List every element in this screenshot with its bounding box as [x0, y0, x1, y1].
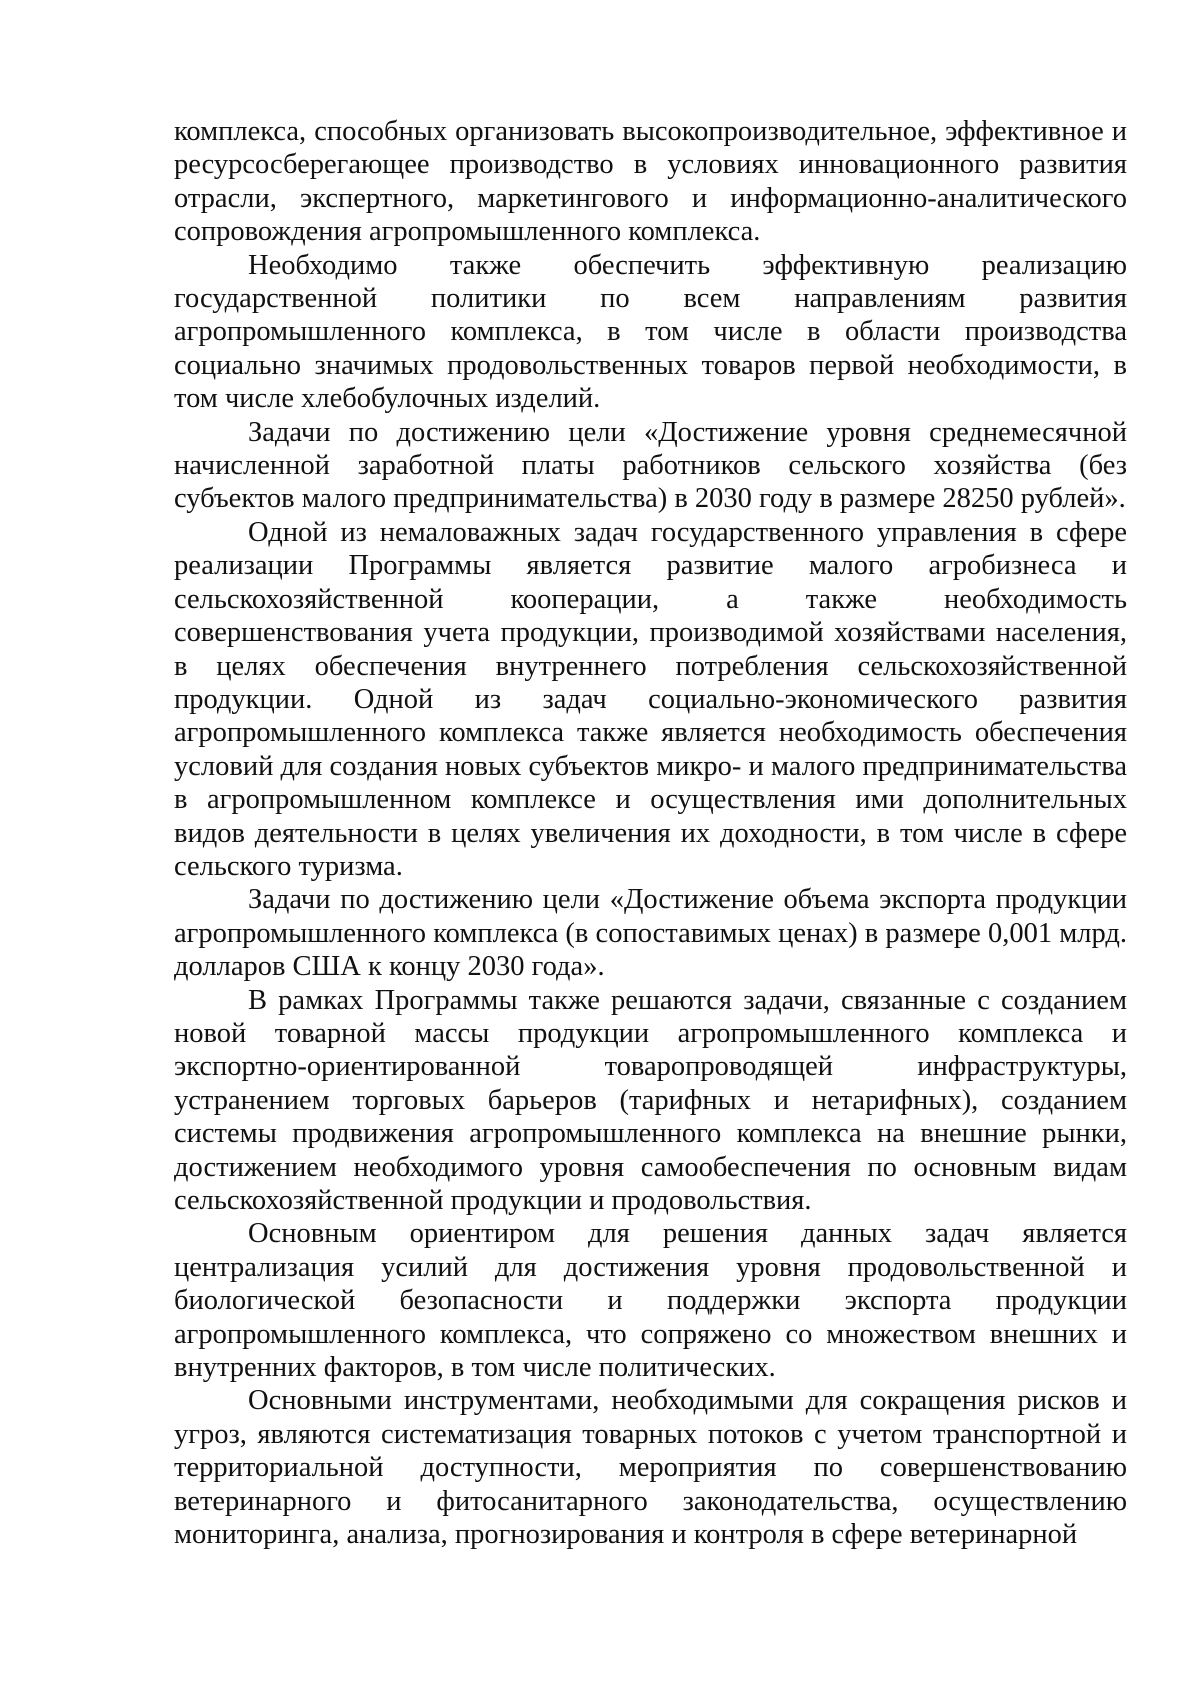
paragraph: Задачи по достижению цели «Достижение объема экспорта продукции агропромышленного комплекса (в сопоставимых ценах) в размере 0,001 млрд. долларов США к концу 2030 года». — [174, 884, 1127, 983]
paragraph: Основными инструментами, необходимыми для сокращения рисков и угроз, являются систематизация товарных потоков с учетом транспортной и территориальной доступности, мероприятия по совершенствованию ветеринарного и фитосанитарного законодательства, осуществлению мониторинга, анализа, прогнозирования и контроля в сфере ветеринарной — [174, 1385, 1127, 1551]
paragraph: Необходимо также обеспечить эффективную реализацию государственной политики по всем направлениям развития агропромышленного комплекса, в том числе в области производства социально значимых продовольственных товаров первой необходимости, в том числе хлебобулочных изделий. — [174, 249, 1127, 415]
paragraph: В рамках Программы также решаются задачи, связанные с созданием новой товарной массы продукции агропромышленного комплекса и экспортно-ориентированной товаропроводящей инфраструктуры, устранением торговых барьеров (тарифных и нетарифных), созданием системы продвижения агропромышленного комплекса на внешние рынки, достижением необходимого уровня самообеспечения по основным видам сельскохозяйственной продукции и продовольствия. — [174, 984, 1127, 1216]
paragraph-continuation: комплекса, способных организовать высокопроизводительное, эффективное и ресурсосберегающее производство в условиях инновационного развития отрасли, экспертного, маркетингового и информационно-аналитического сопровождения агропромышленного комплекса. — [174, 116, 1127, 248]
paragraph: Задачи по достижению цели «Достижение уровня среднемесячной начисленной заработной платы работников сельского хозяйства (без субъектов малого предпринимательства) в 2030 году в размере 28250 рублей». — [174, 416, 1127, 515]
paragraph: Основным ориентиром для решения данных задач является централизация усилий для достижения уровня продовольственной и биологической безопасности и поддержки экспорта продукции агропромышленного комплекса, что сопряжено со множеством внешних и внутренних факторов, в том числе политических. — [174, 1218, 1127, 1384]
paragraph: Одной из немаловажных задач государственного управления в сфере реализации Программы является развитие малого агробизнеса и сельскохозяйственной кооперации, а также необходимость совершенствования учета продукции, производимой хозяйствами населения, в целях обеспечения внутреннего потребления сельскохозяйственной продукции. Одной из задач социально-экономического развития агропромышленного комплекса также является необходимость обеспечения условий для создания новых субъектов микро- и малого предпринимательства в агропромышленном комплексе и осуществления ими дополнительных видов деятельности в целях увеличения их доходности, в том числе в сфере сельского туризма. — [174, 516, 1127, 882]
document-page — [174, 115, 1127, 1551]
